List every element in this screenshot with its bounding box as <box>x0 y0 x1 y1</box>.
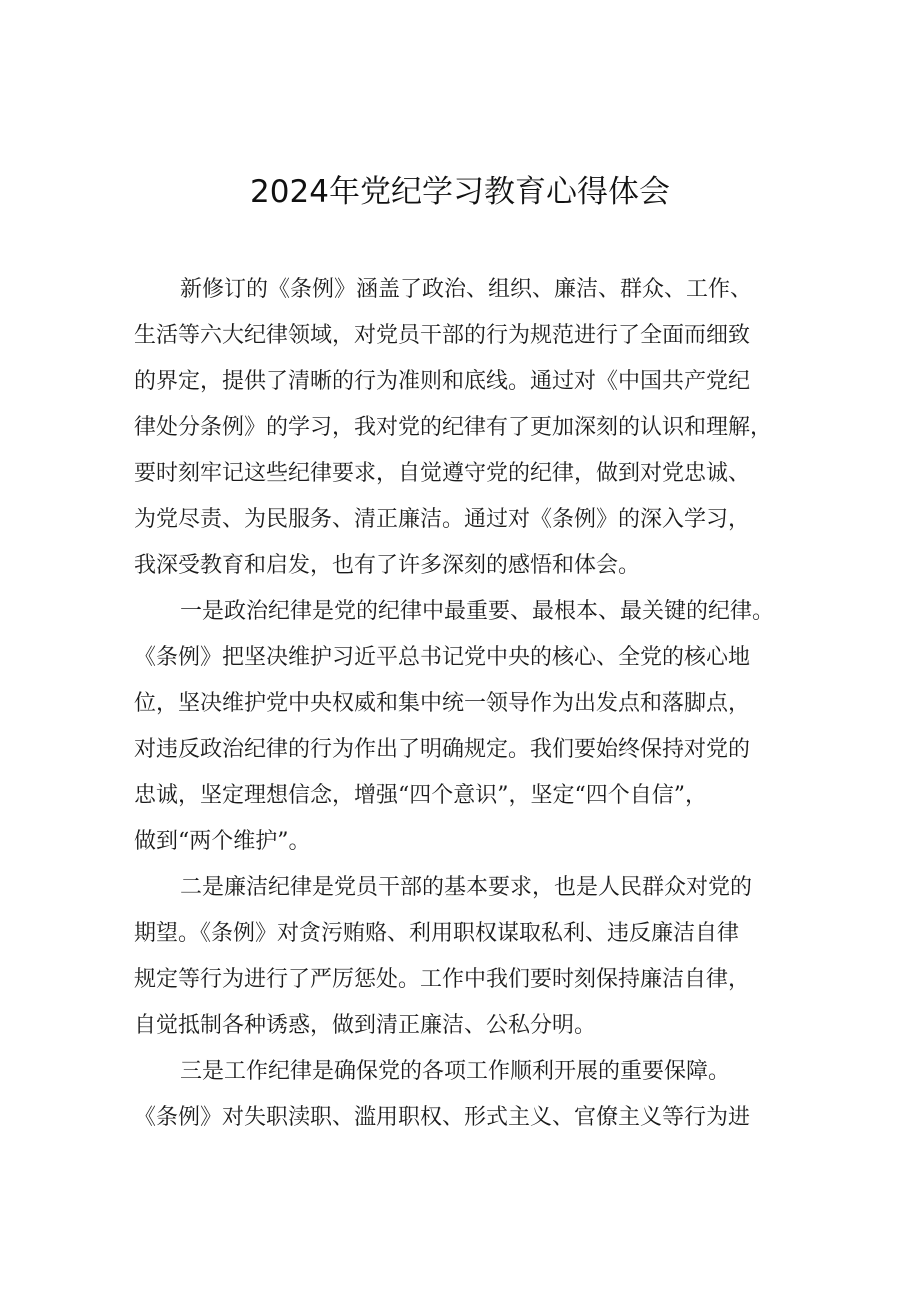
text-line: 二是廉洁纪律是党员干部的基本要求，也是人民群众对党的 <box>180 875 753 900</box>
text-line: 的界定，提供了清晰的行为准则和底线。通过对《中国共产党纪 <box>134 369 751 394</box>
text-line: 规定等行为进行了严厉惩处。工作中我们要时刻保持廉洁自律， <box>134 967 751 992</box>
text-line: 律处分条例》的学习，我对党的纪律有了更加深刻的认识和理解， <box>134 415 773 440</box>
text-line: 三是工作纪律是确保党的各项工作顺利开展的重要保障。 <box>180 1059 731 1084</box>
text-line: 位，坚决维护党中央权威和集中统一领导作为出发点和落脚点， <box>134 691 751 716</box>
page-title: 2024年党纪学习教育心得体会 <box>250 174 670 210</box>
text-line: 一是政治纪律是党的纪律中最重要、最根本、最关键的纪律。 <box>180 599 775 624</box>
text-line: 新修订的《条例》涵盖了政治、组织、廉洁、群众、工作、 <box>180 277 753 302</box>
text-line: 为党尽责、为民服务、清正廉洁。通过对《条例》的深入学习， <box>134 507 751 532</box>
text-line: 《条例》对失职渎职、滥用职权、形式主义、官僚主义等行为进 <box>134 1105 751 1130</box>
text-line: 我深受教育和启发，也有了许多深刻的感悟和体会。 <box>134 553 641 578</box>
text-line: 《条例》把坚决维护习近平总书记党中央的核心、全党的核心地 <box>134 645 751 670</box>
text-line: 做到“两个维护”。 <box>134 829 311 854</box>
document-body <box>134 267 794 1141</box>
text-line: 要时刻牢记这些纪律要求，自觉遵守党的纪律，做到对党忠诚、 <box>134 461 751 486</box>
text-line: 生活等六大纪律领域，对党员干部的行为规范进行了全面而细致 <box>134 323 751 348</box>
text-line: 对违反政治纪律的行为作出了明确规定。我们要始终保持对党的 <box>134 737 751 762</box>
text-line: 忠诚，坚定理想信念，增强“四个意识”，坚定“四个自信”， <box>134 783 707 808</box>
text-line: 期望。《条例》对贪污贿赂、利用职权谋取私利、违反廉洁自律 <box>134 921 740 946</box>
text-line: 自觉抵制各种诱惑，做到清正廉洁、公私分明。 <box>134 1013 597 1038</box>
